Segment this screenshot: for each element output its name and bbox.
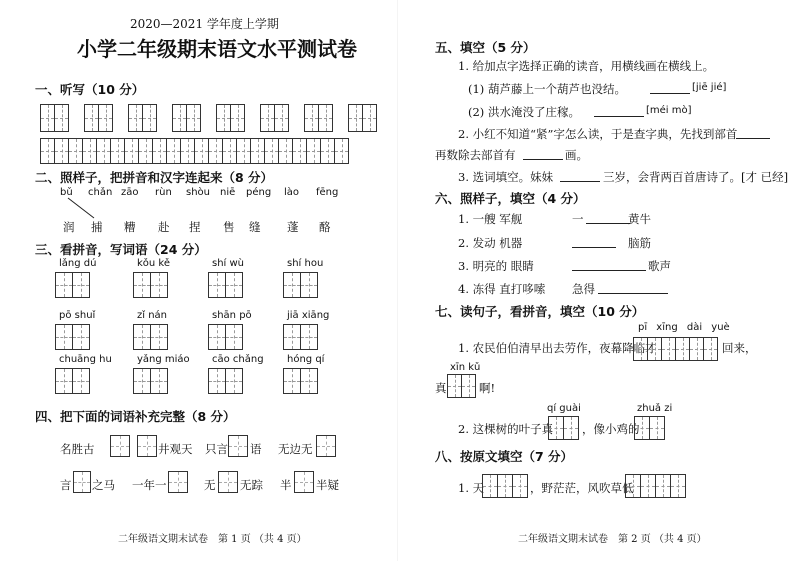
grid-cell[interactable] (675, 337, 690, 361)
pinyin-4: rùn (155, 187, 172, 198)
word-pinyin-8: jiā xiāng (287, 310, 330, 321)
grid-cell[interactable] (150, 368, 168, 394)
s5-q1a: (1) 葫芦藤上一个葫芦也没结。 (468, 82, 626, 96)
school-year: 2020—2021 学年度上学期 (130, 17, 279, 31)
grid-cell[interactable] (72, 272, 90, 298)
grid-cell[interactable] (72, 324, 90, 350)
idiom-7-blank[interactable] (218, 471, 238, 493)
section-5-heading: 五、填空（5 分） (435, 40, 536, 55)
section-6-heading: 六、照样子，填空（4 分） (435, 191, 586, 206)
s7-q1b: 回来， (722, 341, 757, 355)
s6-prefix-1: 一 (572, 212, 584, 226)
s5-q2: 2. 小红不知道“紧”字怎么读，于是查字典，先找到部首 (458, 127, 738, 141)
s5-q3-blank[interactable] (560, 181, 600, 182)
idiom-3-blank[interactable] (228, 435, 248, 457)
s8-answer-grid-2[interactable] (625, 474, 685, 498)
word-pinyin-9: chuāng hu (59, 354, 112, 365)
grid-cell[interactable] (150, 324, 168, 350)
s8-q1: 1. 天 (458, 481, 485, 495)
section-4-heading: 四、把下面的词语补充完整（8 分） (35, 409, 236, 424)
grid-cell[interactable] (634, 416, 650, 440)
grid-cell[interactable] (72, 368, 90, 394)
grid-cell[interactable] (225, 368, 243, 394)
grid-cell[interactable] (661, 337, 676, 361)
s6-prefix-4: 急得 (572, 282, 595, 296)
s6-suffix-2: 脑筋 (628, 236, 651, 250)
idiom-2-blank[interactable] (137, 435, 157, 457)
s6-example-3: 3. 明亮的 眼睛 (458, 259, 534, 273)
grid-cell[interactable] (497, 474, 513, 498)
word-box-4[interactable] (283, 272, 317, 298)
grid-cell[interactable] (133, 368, 151, 394)
word-box-5[interactable] (55, 324, 89, 350)
s5-q2-blank-2[interactable] (523, 159, 563, 160)
s5-q2b: 再数除去部首有 (435, 148, 516, 162)
s5-q1: 1. 给加点字选择正确的读音，用横线画在横线上。 (458, 59, 715, 73)
grid-cell[interactable] (225, 272, 243, 298)
word-pinyin-12: hóng qí (287, 354, 325, 365)
idiom-4-text: 无边无 (278, 442, 313, 456)
grid-cell[interactable] (208, 324, 226, 350)
word-pinyin-1: lǎng dú (59, 258, 97, 269)
idiom-1-blank[interactable] (110, 435, 130, 457)
exam-title: 小学二年级期末语文水平测试卷 (77, 37, 357, 61)
grid-cell[interactable] (283, 272, 301, 298)
s6-suffix-3: 歌声 (648, 259, 671, 273)
grid-cell[interactable] (633, 337, 648, 361)
s8-q1b: ，野茫茫，风吹草低 (530, 481, 634, 495)
s5-q2c: 画。 (565, 148, 588, 162)
grid-cell[interactable] (625, 474, 641, 498)
idiom-8-blank[interactable] (294, 471, 314, 493)
grid-cell[interactable] (55, 272, 73, 298)
pinyin-3: zāo (121, 187, 139, 198)
word-box-7[interactable] (208, 324, 242, 350)
s7-q1d: 啊! (479, 381, 496, 395)
idiom-7-text-b: 无踪 (240, 478, 263, 492)
grid-cell[interactable] (283, 368, 301, 394)
section-8-heading: 八、按原文填空（7 分） (435, 449, 574, 464)
grid-cell[interactable] (208, 272, 226, 298)
section-7-heading: 七、读句子，看拼音，填空（10 分） (435, 304, 645, 319)
character-9: 酪 (319, 220, 331, 234)
word-box-9[interactable] (55, 368, 89, 394)
grid-cell[interactable] (208, 368, 226, 394)
word-box-1[interactable] (55, 272, 89, 298)
left-footer: 二年级语文期末试卷 第 1 页 （共 4 页） (118, 534, 307, 545)
s6-blank-3[interactable] (572, 270, 646, 271)
character-1: 润 (63, 220, 75, 234)
character-6: 售 (223, 220, 235, 234)
grid-cell[interactable] (563, 416, 579, 440)
page-divider (397, 0, 398, 561)
grid-cell[interactable] (447, 374, 462, 398)
s5-q1a-options: [jiē jié] (692, 82, 727, 93)
grid-cell[interactable] (512, 474, 528, 498)
pinyin-7: péng (246, 187, 272, 198)
s6-suffix-1: 黄牛 (628, 212, 651, 226)
character-2: 捕 (91, 220, 103, 234)
grid-cell[interactable] (655, 474, 671, 498)
idiom-5-blank[interactable] (73, 471, 91, 493)
s6-blank-4[interactable] (598, 293, 668, 294)
character-3: 糟 (124, 220, 136, 234)
pinyin-9: fēng (316, 187, 339, 198)
word-box-2[interactable] (133, 272, 167, 298)
idiom-8-text-b: 半疑 (316, 478, 339, 492)
right-footer: 二年级语文期末试卷 第 2 页 （共 4 页） (518, 534, 707, 545)
s7-q1: 1. 农民伯伯清早出去劳作，夜幕降临才 (458, 341, 657, 355)
grid-cell[interactable] (647, 337, 662, 361)
word-box-12[interactable] (283, 368, 317, 394)
idiom-6-text: 一年一 (132, 478, 167, 492)
character-5: 捏 (189, 220, 201, 234)
grid-cell[interactable] (283, 324, 301, 350)
idiom-5-text-a: 言 (60, 478, 72, 492)
grid-cell[interactable] (640, 474, 656, 498)
grid-cell[interactable] (150, 272, 168, 298)
character-7: 缝 (249, 220, 261, 234)
s5-q1b: (2) 洪水淹没了庄稼。 (468, 105, 580, 119)
word-pinyin-4: shí hou (287, 258, 324, 269)
s6-blank-2[interactable] (572, 247, 616, 248)
word-pinyin-7: shān pō (212, 310, 252, 321)
idiom-8-text-a: 半 (280, 478, 292, 492)
grid-cell[interactable] (300, 324, 318, 350)
pinyin-5: shòu (186, 187, 211, 198)
s7-q1c: 真 (435, 381, 447, 395)
idiom-5-text-b: 之马 (92, 478, 115, 492)
grid-cell[interactable] (225, 324, 243, 350)
word-pinyin-2: kǒu kě (137, 258, 171, 269)
s5-q1b-blank[interactable] (594, 116, 644, 117)
idiom-4-blank[interactable] (316, 435, 336, 457)
idiom-7-text-a: 无 (204, 478, 216, 492)
word-box-3[interactable] (208, 272, 242, 298)
grid-cell[interactable] (55, 324, 73, 350)
grid-cell[interactable] (133, 272, 151, 298)
word-box-10[interactable] (133, 368, 167, 394)
grid-cell[interactable] (300, 368, 318, 394)
word-pinyin-5: pō shuǐ (59, 310, 96, 321)
s6-example-2: 2. 发动 机器 (458, 236, 523, 250)
s7-q2b: ，像小鸡的 (582, 422, 640, 436)
s7-pinyin-4: zhuǎ zi (637, 403, 673, 414)
idiom-3-text-a: 只言 (205, 442, 228, 456)
s7-answer-grid-3[interactable] (548, 416, 578, 440)
s5-q1b-options: [méi mò] (646, 105, 692, 116)
word-box-11[interactable] (208, 368, 242, 394)
grid-cell[interactable] (703, 337, 718, 361)
grid-cell[interactable] (133, 324, 151, 350)
s5-q2-blank-1[interactable] (736, 138, 770, 139)
s5-q3: 3. 选词填空。妹妹 (458, 170, 554, 184)
pinyin-8: lào (284, 187, 300, 198)
grid-cell[interactable] (649, 416, 665, 440)
s7-pinyin-3: qí guài (547, 403, 581, 414)
s7-pinyin-2: xīn kǔ (450, 362, 481, 373)
s7-answer-grid-1[interactable] (633, 337, 717, 361)
character-4: 赴 (158, 220, 170, 234)
s7-answer-grid-4[interactable] (634, 416, 664, 440)
s6-blank-1[interactable] (586, 223, 630, 224)
word-pinyin-3: shí wù (212, 258, 245, 269)
grid-cell[interactable] (482, 474, 498, 498)
word-pinyin-6: zǐ nán (137, 310, 168, 321)
s6-example-4: 4. 冻得 直打哆嗦 (458, 282, 546, 296)
grid-cell[interactable] (670, 474, 686, 498)
grid-cell[interactable] (55, 368, 73, 394)
character-8: 蓬 (287, 220, 299, 234)
grid-cell[interactable] (300, 272, 318, 298)
idiom-1-text: 名胜古 (60, 442, 95, 456)
pinyin-1: bǔ (60, 187, 73, 198)
grid-cell[interactable] (689, 337, 704, 361)
word-box-6[interactable] (133, 324, 167, 350)
s7-pinyin-1: pī xīng dài yuè (638, 322, 730, 333)
s6-example-1: 1. 一艘 军舰 (458, 212, 523, 226)
word-box-8[interactable] (283, 324, 317, 350)
word-pinyin-11: cāo chǎng (212, 354, 264, 365)
s7-q2: 2. 这棵树的叶子真 (458, 422, 554, 436)
pinyin-6: niē (220, 187, 236, 198)
section-1-heading: 一、听写（10 分） (35, 82, 145, 97)
section-3-heading: 三、看拼音，写词语（24 分） (35, 242, 207, 257)
section-2-heading: 二、照样子，把拼音和汉字连起来（8 分） (35, 170, 274, 185)
s8-answer-grid-1[interactable] (482, 474, 527, 498)
pinyin-2: chǎn (88, 187, 113, 198)
idiom-2-text: 井观天 (158, 442, 193, 456)
s5-q3b: 三岁，会背两百首唐诗了。[才 已经] (603, 170, 789, 184)
s5-q1a-blank[interactable] (650, 93, 690, 94)
idiom-6-blank[interactable] (168, 471, 188, 493)
grid-cell[interactable] (548, 416, 564, 440)
s7-answer-grid-2[interactable] (447, 374, 475, 398)
idiom-3-text-b: 语 (250, 442, 262, 456)
grid-cell[interactable] (461, 374, 476, 398)
word-pinyin-10: yǎng miáo (137, 354, 190, 365)
